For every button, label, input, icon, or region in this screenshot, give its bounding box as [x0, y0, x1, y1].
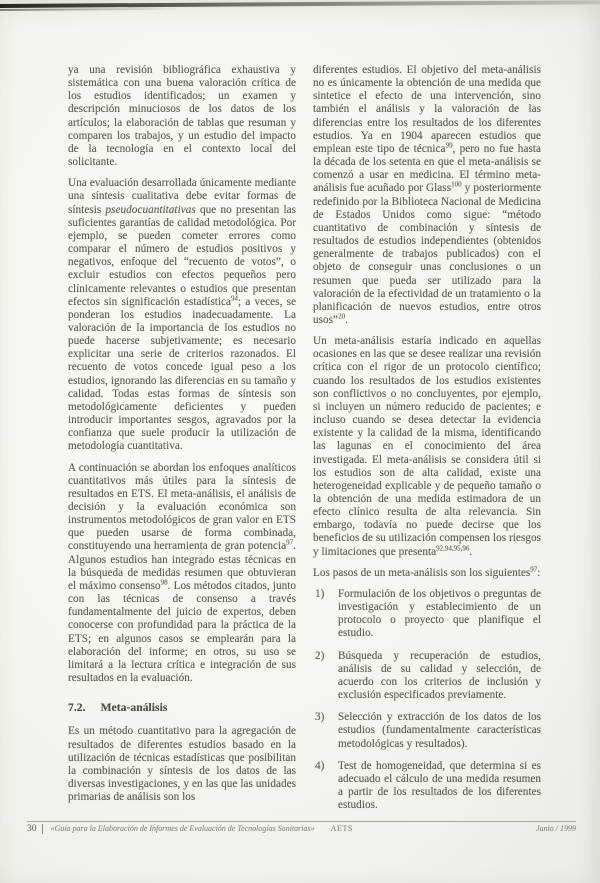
text-run: y posteriormente redefinido por la Biblioteca Nacional de Medicina de Estados Unidos como sigue: “método cuantitativo de combinación y síntesis de resultados de estudios independientes (obtenidos generalmente de trabajos publicados) con el objeto de conseguir unas conclusiones o un resumen que pueda ser utilizado para la valoración de la efectividad de un tratamiento o la planificación de nuevos estudios, entre otros usos”: [313, 182, 541, 326]
list-item-text: [338, 588, 541, 639]
text-run: Selección y extracción de los datos de los estudios (fundamentalmente características metodológicas y resultados).: [338, 711, 541, 750]
numbered-list-item: [313, 711, 541, 750]
citation-ref: 94: [231, 293, 239, 302]
section-title: Meta-análisis: [100, 701, 168, 715]
footer-organization: AETS: [330, 824, 354, 833]
right-column: [313, 64, 541, 821]
text-run: Test de homogeneidad, que determina si es adecuado el cálculo de una medida resumen a partir de los resultados de los diferentes estudios.: [338, 759, 541, 812]
list-item-text: [338, 760, 541, 811]
text-run: , pero no fue hasta la década de los setenta en que el meta-análisis se comenzó a usar en medicina. El término meta-análisis fue acuñado por Glass: [313, 142, 541, 195]
text-run: Un meta-análisis estaría indicado en aquellas ocasiones en las que se desee realizar una revisión crítica con el rigor de un protocolo científico; cuando los resultados de los estudios existentes son conflictivos o no concluyentes, por ejemplo, si incluyen un número reducido de pacientes; e incluso cuando se desea detectar la evidencia existente y la calidad de la misma, identificando las lagunas en el conocimiento del área investigada. El meta-análisis se considera útil si los estudios son de alta calidad, existe una heterogeneidad explicable y de pequeño tamaño o la obtención de una medida estimadora de un efecto clínico resulta de alta relevancia. Sin embargo, todavía no puede decirse que los beneficios de su utilización compensen los riesgos y limitaciones que presenta: [313, 335, 541, 558]
citation-ref: 98: [160, 578, 168, 587]
numbered-list-item: [313, 650, 541, 703]
text-run: .: [469, 545, 473, 558]
paragraph: [313, 335, 541, 559]
text-run: diferentes estudios. El objetivo del meta-análisis no es únicamente la obtención de una medida que sintetice el efecto de una intervención, sino también el análisis y la valoración de las diferencias entre los resultados de los diferentes estudios. Ya en 1904 aparecen estudios que emplean este tipo de técnica: [313, 64, 541, 155]
text-run: que no presentan las suficientes garantías de calidad metodológica. Por ejemplo, se pueden cometer errores como comparar el número de estudios positivos y negativos, enfoque del “recuento de votos”, o excluir estudios con efectos pequeños pero clínicamente relevantes o estudios que presentan efectos sin significación estadística: [68, 203, 296, 308]
list-item-number: 4): [315, 759, 325, 772]
citation-ref: 20: [338, 312, 346, 321]
citation-ref: 97: [286, 538, 294, 547]
citation-ref: 99: [445, 141, 453, 150]
list-item-text: [338, 650, 541, 701]
text-run: ; a veces, se ponderan los estudios inadecuadamente. La valoración de la importancia de los estudios no puede hacerse subjetivamente; es necesario explicitar una serie de criterios razonados. El recuento de votos concede igual peso a los estudios, ignorando las diferencias en su tamaño y calidad. Todas estas formas de síntesis son metodológicamente deficientes y pueden introducir importantes sesgos, agravados por la confianza que suele producir la utilización de metodología cuantitativa.: [68, 295, 296, 453]
paragraph: [313, 567, 541, 580]
citation-ref: 97: [530, 565, 538, 574]
paragraph: [68, 177, 296, 453]
text-run: . Los métodos citados, junto con las técnicas de consenso a través fundamentalmente del juicio de expertos, deben conocerse con profundidad para la práctica de la ETS; en algunos casos se emplearán para la elaboración del informe; en otros, su uso se limitará a la lectura crítica e integración de sus resultados en la evaluación.: [68, 579, 296, 685]
text-run: . Algunos estudios han integrado estas técnicas en la búsqueda de medidas resumen que obtuvieran el máximo consenso: [68, 540, 296, 592]
list-item-number: 2): [315, 649, 325, 662]
text-run: .: [345, 313, 348, 326]
text-run: A continuación se abordan los enfoques analíticos cuantitativos más útiles para la síntesis de resultados en ETS. El meta-análisis, el análisis de decisión y la evaluación económica son instrumentos metodológicos de gran valor en ETS que pueden usarse de forma combinada, constituyendo una herramienta de gran potencia: [68, 461, 296, 553]
text-run: Formulación de los objetivos o preguntas de investigación y establecimiento de un protocolo o proyecto que planifique el estudio.: [338, 587, 541, 640]
scan-top-edge-artifact: [0, 0, 600, 8]
paragraph: [68, 64, 296, 169]
footer-title: «Guía para la Elaboración de Informes de Evaluación de Tecnologías Sanitarias»: [50, 824, 315, 833]
text-columns: [68, 64, 544, 821]
left-column: [68, 64, 296, 821]
footer-date: Junio / 1999: [536, 824, 576, 833]
page-footer: [27, 821, 576, 834]
numbered-list-item: [313, 588, 541, 641]
paragraph: [313, 64, 541, 327]
text-run: Búsqueda y recuperación de estudios, análisis de su calidad y selección, de acuerdo con los criterios de inclusión y exclusión especificados previamente.: [338, 649, 541, 702]
citation-ref: 92,94,95,96: [436, 543, 470, 552]
page-number: 30: [27, 824, 43, 834]
list-item-number: 3): [315, 711, 325, 724]
numbered-list-item: [313, 760, 541, 813]
scan-top-edge-shadow: [0, 8, 180, 11]
paragraph: [68, 462, 296, 686]
text-run: Los pasos de un meta-análisis son los siguientes: [313, 566, 531, 579]
paragraph: [68, 725, 296, 804]
section-heading: [68, 701, 296, 714]
text-run: Es un método cuantitativo para la agregación de resultados de diferentes estudios basado en la utilización de técnicas estadísticas que posibilitan la combinación y síntesis de los datos de las diversas investigaciones, y en las que las unidades primarias de análisis son los: [68, 725, 296, 804]
list-item-number: 1): [315, 587, 325, 600]
text-run: :: [537, 566, 541, 579]
citation-ref: 100: [451, 180, 462, 189]
section-number: 7.2.: [68, 701, 86, 715]
text-run: Una evaluación desarrollada únicamente mediante una síntesis cualitativa debe evitar formas de síntesis: [68, 177, 296, 216]
text-run: ya una revisión bibliográfica exhaustiva y sistemática con una buena valoración crítica de los estudios identificados; un examen y descripción minuciosos de los datos de los artículos; la elaboración de tablas que resuman y comparen los trabajos, y un estudio del impacto de la tecnología en el contexto local del solicitante.: [68, 64, 296, 169]
list-item-text: [338, 711, 541, 749]
text-run: pseudocuantitativas: [105, 203, 196, 216]
